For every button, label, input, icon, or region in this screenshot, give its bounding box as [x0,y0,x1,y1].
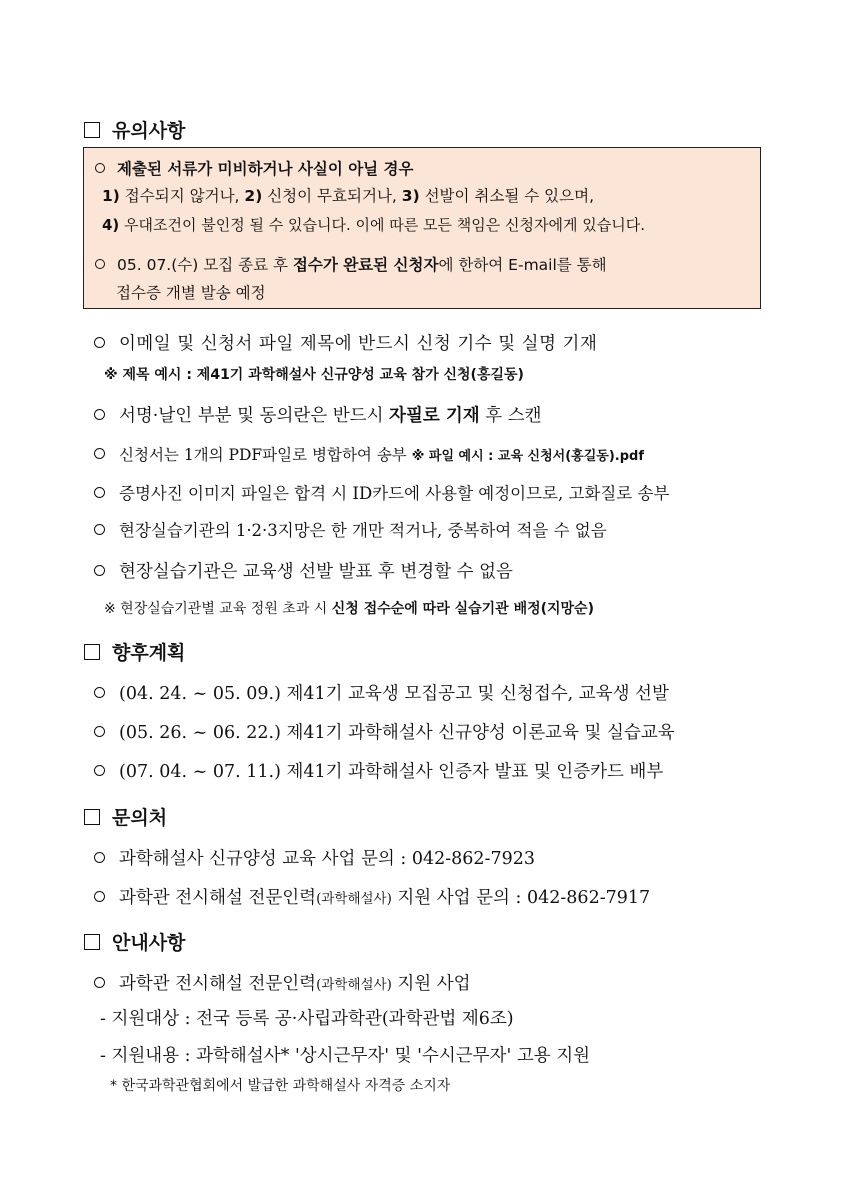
contact-item: 과학관 전시해설 전문인력(과학해설사) 지원 사업 문의 : 042-862-7917 [94,884,650,909]
circle-bullet-icon [94,337,105,348]
site-choice-rule: 현장실습기관의 1·2·3지망은 한 개만 적거나, 중복하여 적을 수 없음 [94,517,607,541]
square-bullet-icon [84,809,100,825]
notice-item-1-line-1: 1) 접수되지 않거나, 2) 신청이 무효되거나, 3) 선발이 취소될 수 있으며, [102,187,595,205]
info-support-target: - 지원대상 : 전국 등록 공·사립과학관(과학관법 제6조) [100,1009,514,1029]
circle-bullet-icon [94,977,105,988]
notice-item-1-line-2: 4) 우대조건이 불인정 될 수 있습니다. 이에 따른 모든 책임은 신청자에게 있습니다. [102,216,645,234]
info-item: 과학관 전시해설 전문인력(과학해설사) 지원 사업 [94,970,471,995]
pdf-rule: 신청서는 1개의 PDF파일로 병합하여 송부 ※ 파일 예시 : 교육 신청서(홍길동).pdf [94,443,644,465]
photo-rule: 증명사진 이미지 파일은 합격 시 ID카드에 사용할 예정이므로, 고화질로 송부 [94,480,669,504]
contact-item: 과학해설사 신규양성 교육 사업 문의 : 042-862-7923 [94,845,535,870]
notice-box [83,147,761,309]
circle-bullet-icon [95,259,105,269]
email-title-example: ※ 제목 예시 : 제41기 과학해설사 신규양성 교육 참가 신청(홍길동) [104,367,524,383]
notice-item-2: 05. 07.(수) 모집 종료 후 접수가 완료된 신청자에 한하여 E-mail를 통해 [95,253,607,275]
email-title-rule: 이메일 및 신청서 파일 제목에 반드시 신청 기수 및 실명 기재 [94,330,597,355]
square-bullet-icon [84,934,100,950]
notice-item-1-title: 제출된 서류가 미비하거나 사실이 아닐 경우 [95,157,414,179]
circle-bullet-icon [94,409,105,420]
circle-bullet-icon [94,852,105,863]
square-bullet-icon [84,122,100,138]
circle-bullet-icon [94,448,105,459]
circle-bullet-icon [94,687,105,698]
section-heading-plan: 향후계획 [84,638,185,665]
circle-bullet-icon [94,524,105,535]
circle-bullet-icon [94,891,105,902]
notice-item-2-line-2: 접수증 개별 발송 예정 [116,284,266,302]
plan-item: (05. 26. ~ 06. 22.) 제41기 과학해설사 신규양성 이론교육 및 실습교육 [94,719,675,744]
section-heading-caution: 유의사항 [84,116,185,143]
circle-bullet-icon [95,163,105,173]
circle-bullet-icon [94,565,105,576]
circle-bullet-icon [94,487,105,498]
info-support-content: - 지원내용 : 과학해설사* '상시근무자' 및 '수시근무자' 고용 지원 [100,1046,591,1066]
circle-bullet-icon [94,726,105,737]
plan-item: (07. 04. ~ 07. 11.) 제41기 과학해설사 인증자 발표 및 인증카드 배부 [94,758,663,783]
section-heading-info: 안내사항 [84,928,185,955]
circle-bullet-icon [94,765,105,776]
plan-item: (04. 24. ~ 05. 09.) 제41기 교육생 모집공고 및 신청접수, 교육생 선발 [94,680,669,705]
site-change-rule: 현장실습기관은 교육생 선발 발표 후 변경할 수 없음 [94,558,513,583]
signature-rule: 서명·날인 부분 및 동의란은 반드시 자필로 기재 후 스캔 [94,402,542,427]
square-bullet-icon [84,644,100,660]
site-assignment-note: ※ 현장실습기관별 교육 정원 초과 시 신청 접수순에 따라 실습기관 배정(지망순) [104,601,594,617]
section-heading-contact: 문의처 [84,803,167,830]
info-footnote: * 한국과학관협회에서 발급한 과학해설사 자격증 소지자 [110,1078,451,1094]
